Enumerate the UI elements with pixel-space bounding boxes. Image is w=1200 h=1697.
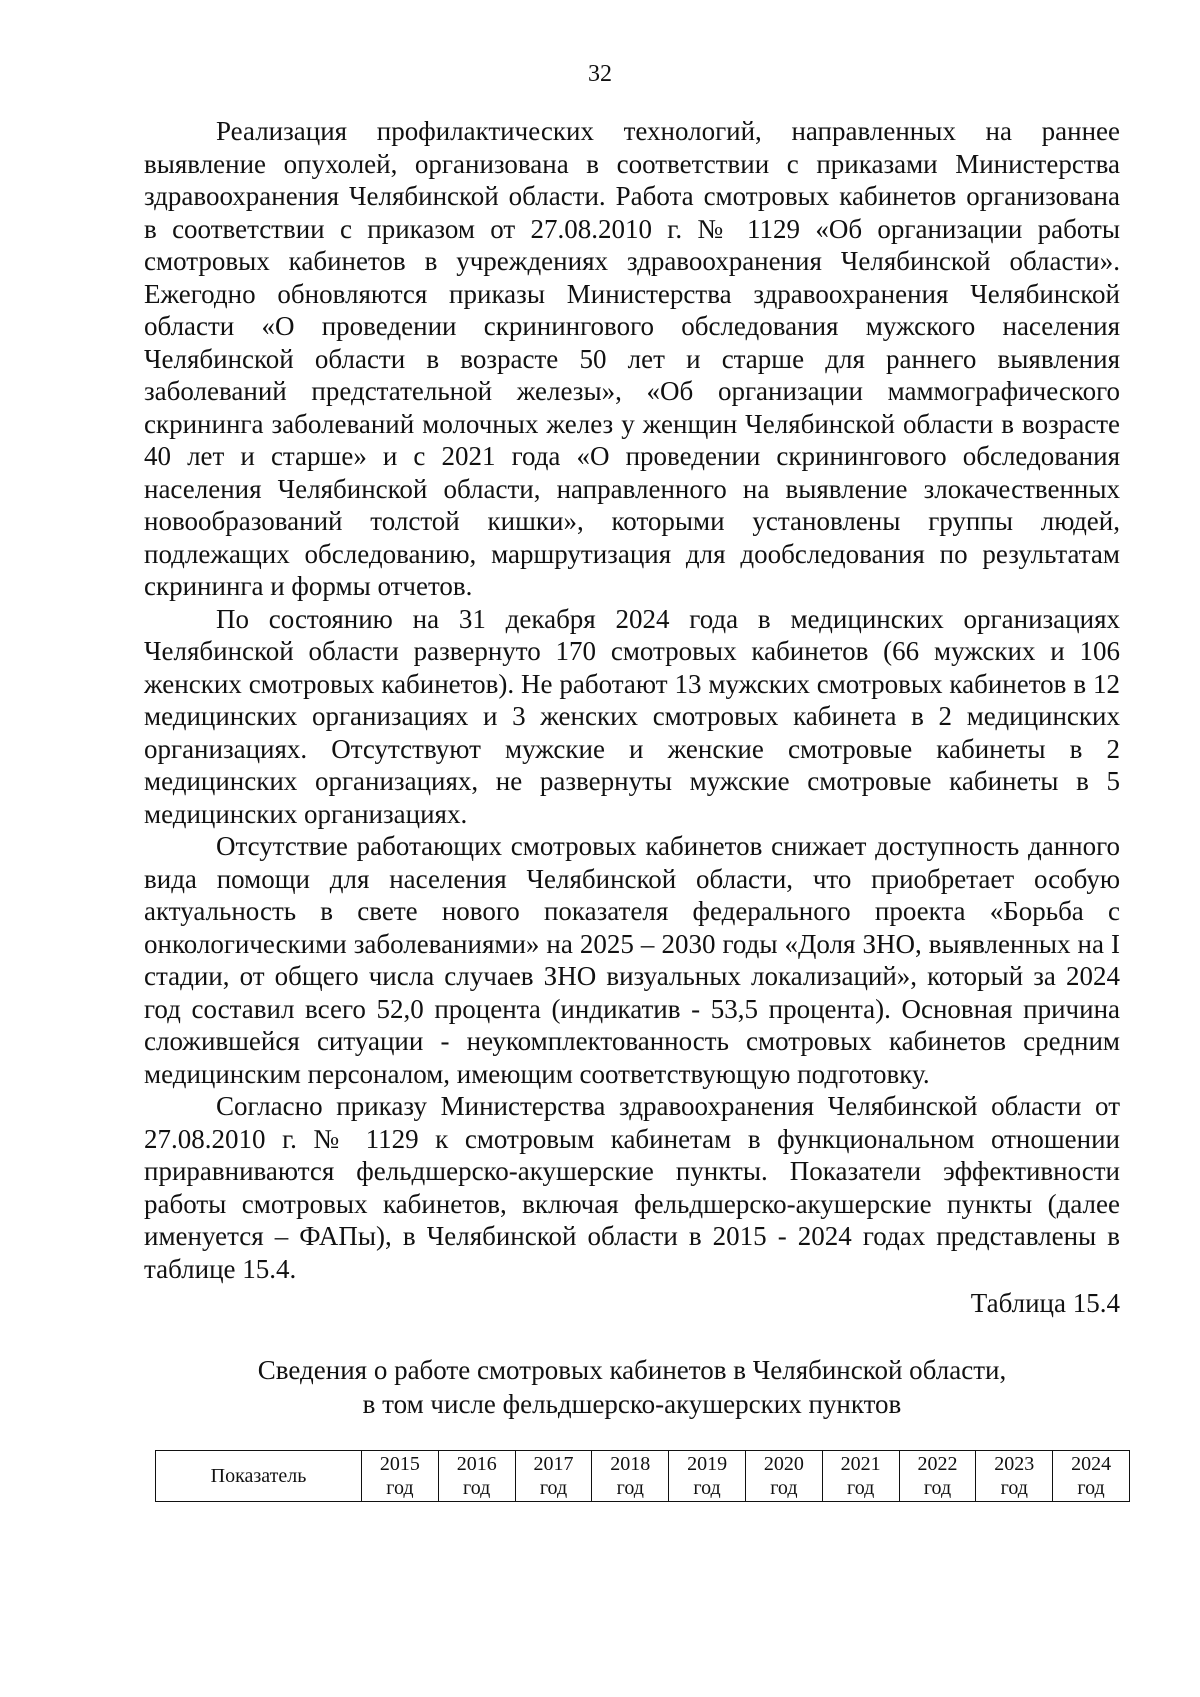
header-year-unit: год xyxy=(539,1477,568,1499)
header-year xyxy=(669,1451,746,1502)
header-year-unit: год xyxy=(1077,1477,1105,1499)
header-year-value: 2024 xyxy=(1071,1453,1112,1475)
body-text xyxy=(144,115,1120,1285)
header-indicator: Показатель xyxy=(156,1451,362,1502)
paragraph-accessibility: Отсутствие работающих смотровых кабинетов снижает доступность данного вида помощи для населения Челябинской области, что приобретает особую актуальность в свете нового показателя федерального проекта «Борьба с онкологическими заболеваниями» на 2025 – 2030 годы «Доля ЗНО, выявленных на I стадии, от общего числа случаев ЗНО визуальных локализаций», который за 2024 год составил всего 52,0 процента (индикатив - 53,5 процента). Основная причина сложившейся ситуации - неукомплектованность смотровых кабинетов средним медицинским персоналом, имеющим соответствующую подготовку. xyxy=(144,831,1120,1089)
header-year-value: 2017 xyxy=(533,1453,574,1475)
cabinets-table xyxy=(155,1450,1130,1502)
header-year xyxy=(438,1451,515,1502)
header-year xyxy=(899,1451,976,1502)
table-number: Таблица 15.4 xyxy=(970,1288,1120,1318)
header-year-unit: год xyxy=(693,1477,721,1499)
header-year-value: 2019 xyxy=(687,1453,728,1475)
header-year xyxy=(822,1451,899,1502)
header-year-value: 2020 xyxy=(763,1453,804,1475)
header-year-value: 2021 xyxy=(840,1453,881,1475)
paragraph-screening-orders: Реализация профилактических технологий, направленных на раннее выявление опухолей, организована в соответствии с приказами Министерства здравоохранения Челябинской области. Работа смотровых кабинетов организована в соответствии с приказом от 27.08.2010 г. № 1129 «Об организации работы смотровых кабинетов в учреждениях здравоохранения Челябинской области». Ежегодно обновляются приказы Министерства здравоохранения Челябинской области «О проведении скринингового обследования мужского населения Челябинской области в возрасте 50 лет и старше для раннего выявления заболеваний предстательной железы», «Об организации маммографического скрининга заболеваний молочных желез у женщин Челябинской области в возрасте 40 лет и старше» и с 2021 года «О проведении скринингового обследования населения Челябинской области, направленного на выявление злокачественных новообразований толстой кишки», которыми установлены группы людей, подлежащих обследованию, маршрутизация для дообследования по результатам скрининга и формы отчетов. xyxy=(144,116,1120,601)
table-caption-line-2: в том числе фельдшерско-акушерских пунктов xyxy=(362,1389,902,1419)
header-year-unit: год xyxy=(923,1477,952,1499)
table-header-row xyxy=(156,1451,1130,1502)
header-year-unit: год xyxy=(386,1477,414,1499)
header-year xyxy=(976,1451,1053,1502)
header-year-unit: год xyxy=(463,1477,491,1499)
table-caption xyxy=(144,1353,1120,1421)
paragraph-cabinet-count: По состоянию на 31 декабря 2024 года в медицинских организациях Челябинской области развернуто 170 смотровых кабинетов (66 мужских и 106 женских смотровых кабинетов). Не работают 13 мужских смотровых кабинетов в 12 медицинских организациях и 3 женских смотровых кабинета в 2 медицинских организациях. Отсутствуют мужские и женские смотровые кабинеты в 2 медицинских организациях, не развернуты мужские смотровые кабинеты в 5 медицинских организациях. xyxy=(144,603,1120,829)
header-year-unit: год xyxy=(847,1477,875,1499)
header-year-value: 2015 xyxy=(379,1453,420,1475)
header-year-value: 2022 xyxy=(917,1453,958,1475)
header-year-value: 2023 xyxy=(994,1453,1035,1475)
header-year-unit: год xyxy=(616,1477,644,1499)
header-year-value: 2018 xyxy=(610,1453,651,1475)
table-caption-line-1: Сведения о работе смотровых кабинетов в Челябинской области, xyxy=(257,1355,1007,1385)
header-year-unit: год xyxy=(1000,1477,1028,1499)
header-year xyxy=(515,1451,592,1502)
header-year-value: 2016 xyxy=(456,1453,497,1475)
header-year xyxy=(362,1451,439,1502)
header-year xyxy=(1053,1451,1130,1502)
paragraph-fap-reference: Согласно приказу Министерства здравоохранения Челябинской области от 27.08.2010 г. № 1129 к смотровым кабинетам в функциональном отношении приравниваются фельдшерско-акушерские пункты. Показатели эффективности работы смотровых кабинетов, включая фельдшерско-акушерские пункты (далее именуется – ФАПы), в Челябинской области в 2015 - 2024 годах представлены в таблице 15.4. xyxy=(144,1091,1120,1284)
header-year xyxy=(745,1451,822,1502)
header-year xyxy=(592,1451,669,1502)
header-year-unit: год xyxy=(770,1477,798,1499)
page-number: 32 xyxy=(588,61,612,87)
